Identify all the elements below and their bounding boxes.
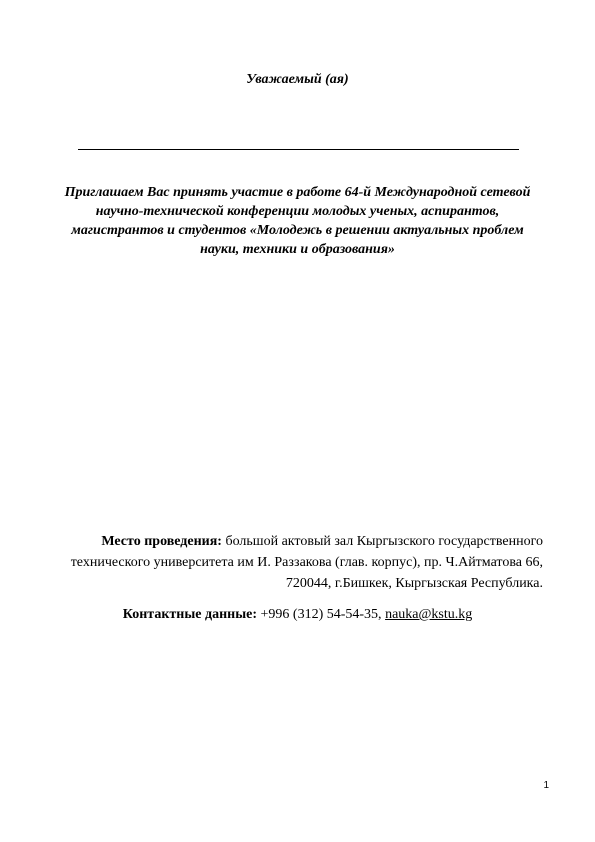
greeting-heading: Уважаемый (ая) bbox=[246, 72, 349, 87]
invitation-line: Приглашаем Вас принять участие в работе 64-й Международной сетевой bbox=[64, 185, 531, 200]
email-link[interactable]: nauka@kstu.kg bbox=[385, 607, 473, 622]
venue-line bbox=[60, 531, 543, 552]
contacts-label: Контактные данные: bbox=[122, 607, 258, 622]
venue-text: большой актовый зал Кыргызского государственного bbox=[221, 534, 543, 549]
page-number: 1 bbox=[543, 780, 549, 791]
venue-paragraph bbox=[60, 531, 543, 594]
venue-line: 720044, г.Бишкек, Кыргызская Республика. bbox=[285, 576, 543, 591]
invitation-line: магистрантов и студентов «Молодежь в решении актуальных проблем bbox=[71, 223, 524, 238]
invitation-line: науки, техники и образования» bbox=[200, 242, 395, 257]
invitation-line: научно-технической конференции молодых ученых, аспирантов, bbox=[95, 204, 500, 219]
venue-label: Место проведения: bbox=[101, 534, 222, 549]
contacts-phone: +996 (312) 54-54-35, bbox=[257, 607, 386, 622]
contacts-paragraph bbox=[0, 606, 595, 624]
venue-line: технического университета им И. Раззакова (глав. корпус), пр. Ч.Айтматова 66, bbox=[70, 555, 543, 570]
recipient-name-line bbox=[78, 149, 519, 150]
invitation-paragraph bbox=[55, 183, 540, 259]
